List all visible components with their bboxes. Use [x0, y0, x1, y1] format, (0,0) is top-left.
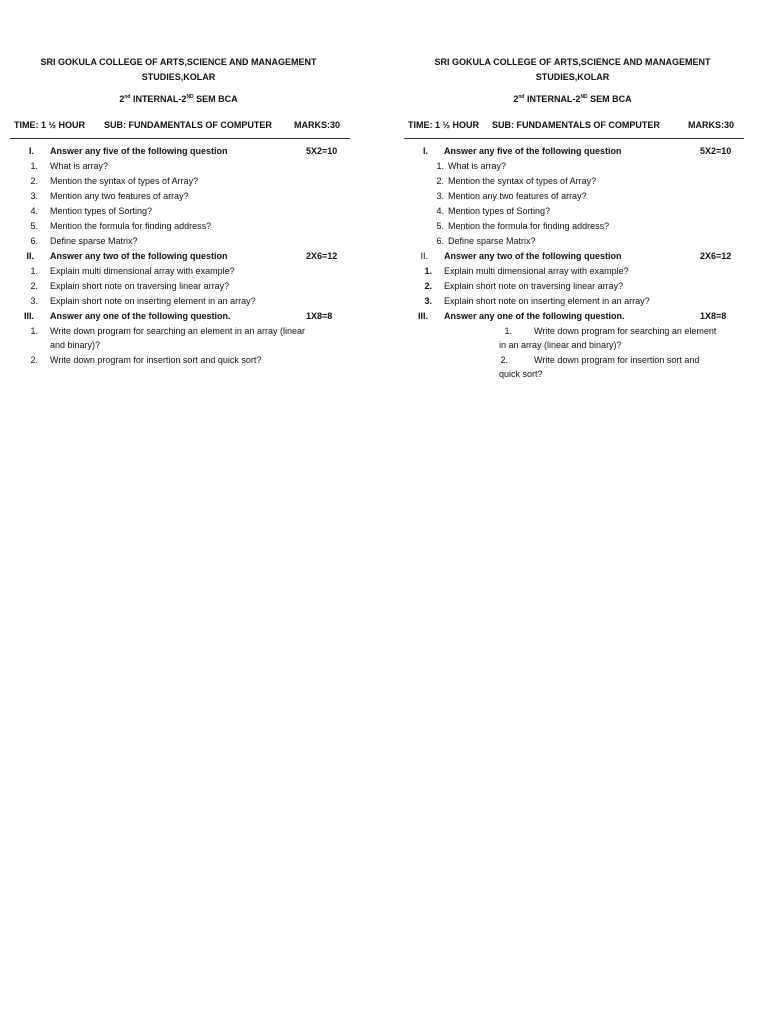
- question-continuation: quick sort?: [499, 369, 543, 379]
- marks-label: MARKS:30: [294, 120, 341, 130]
- subject-label: SUB: FUNDAMENTALS OF COMPUTER: [492, 120, 660, 130]
- question-continuation: and binary)?: [50, 340, 101, 350]
- college-name-line2: STUDIES,KOLAR: [141, 72, 216, 82]
- college-name: [400, 55, 745, 85]
- header-divider: [404, 138, 744, 139]
- subject-label: SUB: FUNDAMENTALS OF COMPUTER: [104, 120, 272, 130]
- marks-label: MARKS:30: [688, 120, 735, 130]
- exam-title: 2nd INTERNAL-2ND SEM BCA: [513, 94, 632, 104]
- college-name: [6, 55, 351, 85]
- question-paper-right: SRI GOKULA COLLEGE OF ARTS,SCIENCE AND MANAGEMENT STUDIES,KOLAR 2nd INTERNAL-2ND SEM BCA TIME: 1 ½ HOUR SUB: FUNDAMENTALS OF COMPUTER MARKS:30 I. Answer any five of the following question 5X2=10 1. What is array? 2. Mention the syntax of types of Array? 3. Mention any two features of array? 4. Mention types of Sorting? 5. Mention the formula for finding address? 6. Define sparse Matrix? II. Answer any two of the following question 2X6=12 1. Explain multi dimensional array with example? 2. Explain short note on traversing linear array? 3. Explain short note on inserting element in an array? III. Answer any one of the following question. 1X8=8 1. Write down program for searching an element in an array (linear and binary)? 2. Write down program for insertion sort and quick sort?: [400, 0, 768, 400]
- time-label: TIME: 1 ½ HOUR: [14, 120, 86, 130]
- question-paper-left: SRI GOKULA COLLEGE OF ARTS,SCIENCE AND MANAGEMENT STUDIES,KOLAR 2nd INTERNAL-2ND SEM BCA TIME: 1 ½ HOUR SUB: FUNDAMENTALS OF COMPUTER MARKS:30 I. Answer any five of the following question 5X2=10 1. What is array? 2. Mention the syntax of types of Array? 3. Mention any two features of array? 4. Mention types of Sorting? 5. Mention the formula for finding address? 6. Define sparse Matrix? II. Answer any two of the following question 2X6=12 1. Explain multi dimensional array with example? 2. Explain short note on traversing linear array? 3. Explain short note on inserting element in an array? III. Answer any one of the following question. 1X8=8 1. Write down program for searching an element in an array (linear and binary)? 2. Write down program for insertion sort and quick sort?: [6, 0, 386, 400]
- college-name-line1: SRI GOKULA COLLEGE OF ARTS,SCIENCE AND MANAGEMENT: [434, 57, 711, 67]
- college-name-line2: STUDIES,KOLAR: [535, 72, 610, 82]
- exam-title: 2nd INTERNAL-2ND SEM BCA: [119, 94, 238, 104]
- time-label: TIME: 1 ½ HOUR: [408, 120, 480, 130]
- question-continuation: in an array (linear and binary)?: [499, 340, 622, 350]
- header-divider: [10, 138, 350, 139]
- college-name-line1: SRI GOKULA COLLEGE OF ARTS,SCIENCE AND MANAGEMENT: [40, 57, 317, 67]
